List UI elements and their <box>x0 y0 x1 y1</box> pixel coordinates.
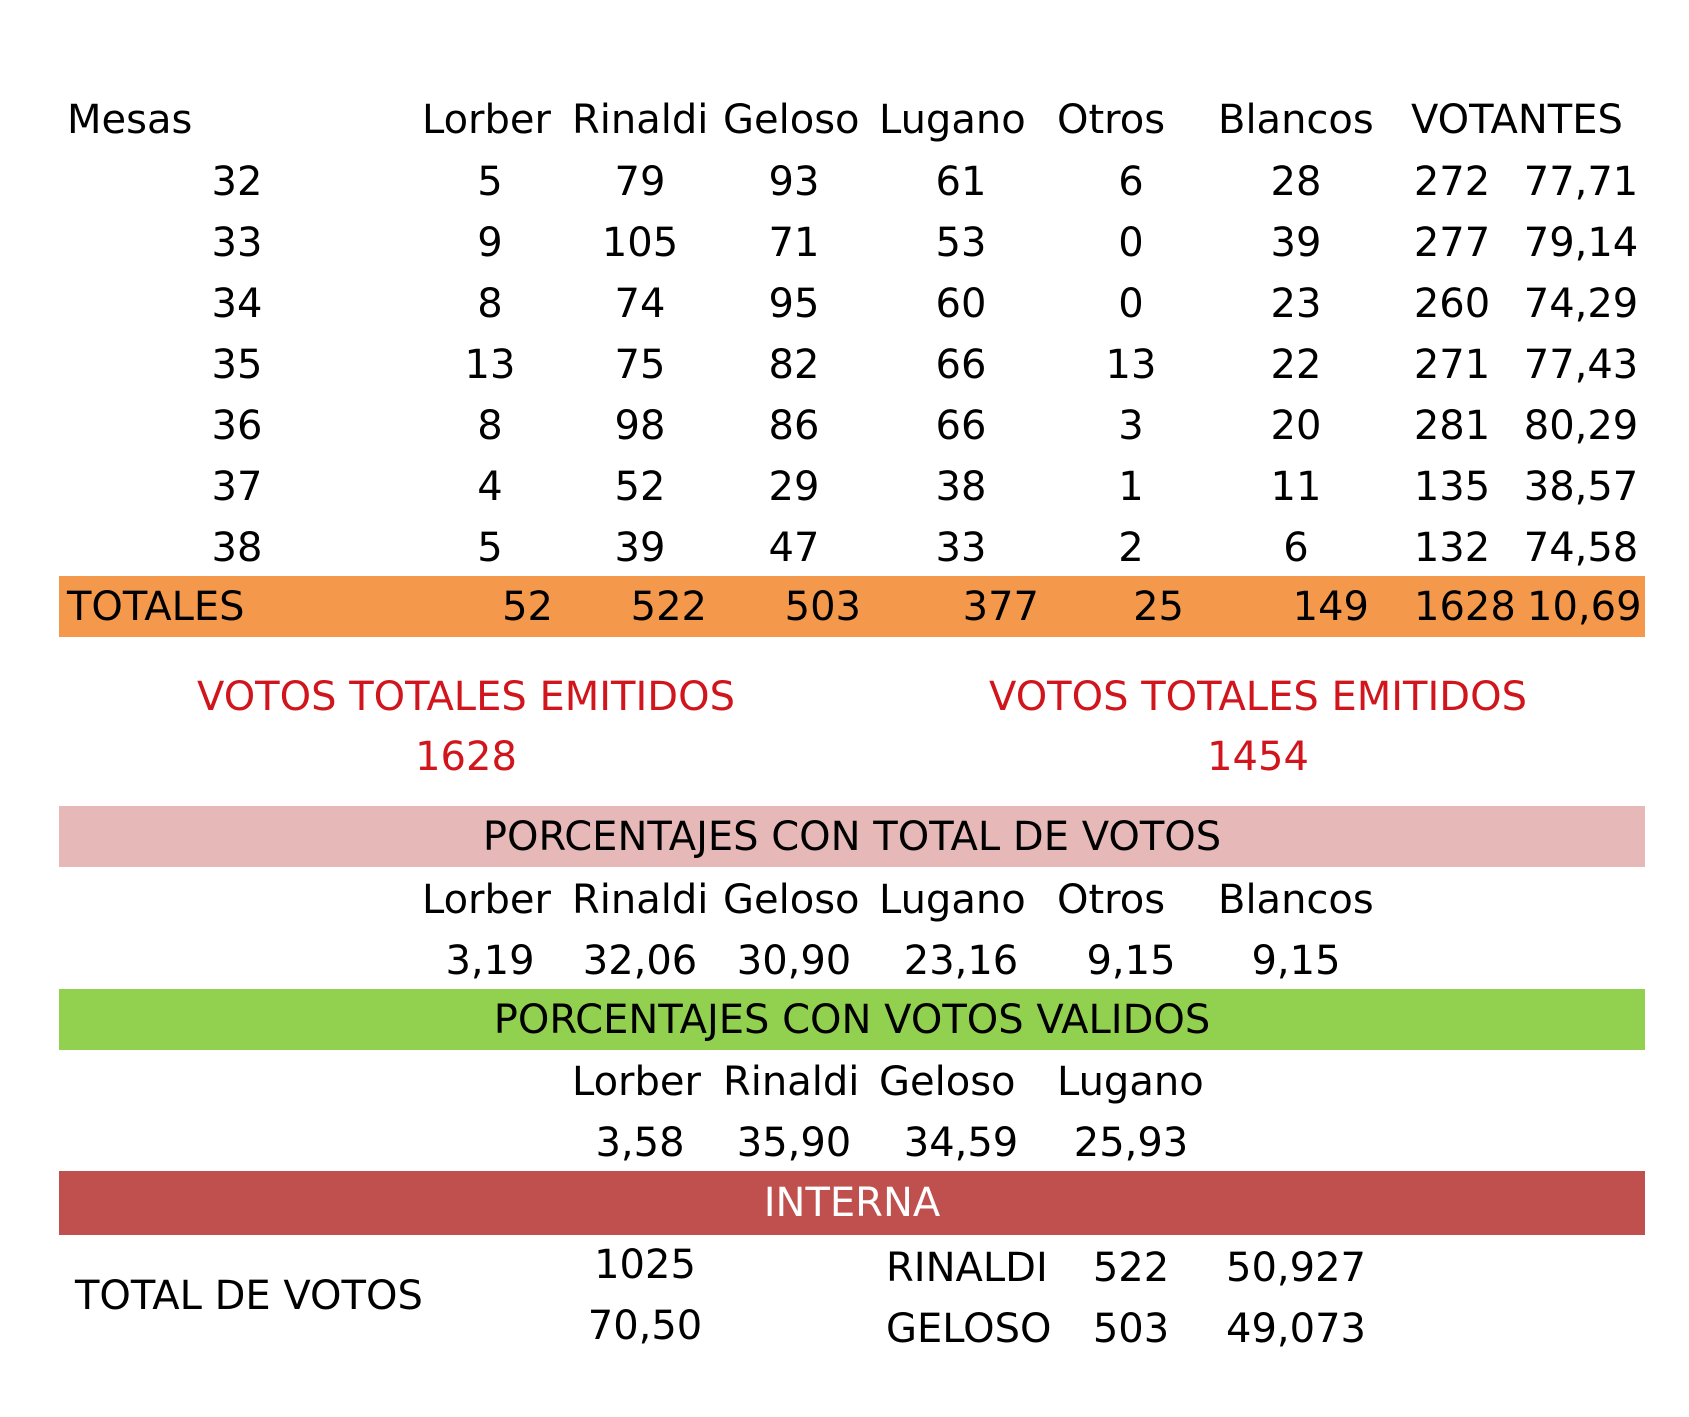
header-otros: Otros <box>1057 97 1166 143</box>
pct-total-title: PORCENTAJES CON TOTAL DE VOTOS <box>482 814 1222 860</box>
cell-geloso: 29 <box>768 464 820 510</box>
cell-lugano: 61 <box>935 159 987 205</box>
cell-lugano: 53 <box>935 220 987 266</box>
header-rinaldi: Rinaldi <box>572 97 709 143</box>
cell-blancos: 6 <box>1283 525 1309 571</box>
cell-rinaldi: 98 <box>614 403 666 449</box>
emitidos-label-1: VOTOS TOTALES EMITIDOS <box>197 674 735 720</box>
totales-lugano: 377 <box>962 584 1039 630</box>
cell-lorber: 13 <box>464 342 516 388</box>
cell-rinaldi: 79 <box>614 159 666 205</box>
mesa-number: 33 <box>211 220 263 266</box>
totales-geloso: 503 <box>784 584 861 630</box>
cell-blancos: 39 <box>1270 220 1322 266</box>
cell-otros: 3 <box>1118 403 1144 449</box>
cell-votantes: 132 <box>1413 525 1491 571</box>
cell-lugano: 38 <box>935 464 987 510</box>
cell-votantes-pct: 38,57 <box>1523 464 1639 510</box>
cell-lorber: 5 <box>477 525 503 571</box>
header-mesas: Mesas <box>67 97 193 143</box>
cell-otros: 1 <box>1118 464 1144 510</box>
cell-votantes: 135 <box>1413 464 1491 510</box>
pct-validos-value-geloso: 34,59 <box>903 1120 1019 1166</box>
pct-validos-value-lugano: 25,93 <box>1073 1120 1189 1166</box>
cell-votantes: 281 <box>1413 403 1491 449</box>
mesa-number: 36 <box>211 403 263 449</box>
cell-blancos: 28 <box>1270 159 1322 205</box>
interna-pct-rinaldi: 50,927 <box>1226 1245 1366 1291</box>
interna-name-rinaldi: RINALDI <box>886 1245 1048 1291</box>
cell-votantes: 260 <box>1413 281 1491 327</box>
cell-votantes-pct: 74,29 <box>1523 281 1639 327</box>
cell-lorber: 5 <box>477 159 503 205</box>
header-votantes: VOTANTES <box>1411 97 1623 143</box>
mesa-number: 34 <box>211 281 263 327</box>
pct-total-label-lugano: Lugano <box>879 877 1026 923</box>
cell-votantes-pct: 79,14 <box>1523 220 1639 266</box>
pct-total-label-rinaldi: Rinaldi <box>572 877 709 923</box>
pct-total-value-lorber: 3,19 <box>445 938 535 984</box>
cell-geloso: 93 <box>768 159 820 205</box>
cell-votantes-pct: 77,43 <box>1523 342 1639 388</box>
header-geloso: Geloso <box>723 97 860 143</box>
pct-total-label-otros: Otros <box>1057 877 1166 923</box>
cell-geloso: 95 <box>768 281 820 327</box>
cell-votantes-pct: 80,29 <box>1523 403 1639 449</box>
pct-total-label-blancos: Blancos <box>1218 877 1374 923</box>
cell-geloso: 82 <box>768 342 820 388</box>
pct-validos-value-lorber: 3,58 <box>595 1120 685 1166</box>
cell-lorber: 8 <box>477 281 503 327</box>
header-blancos: Blancos <box>1218 97 1374 143</box>
cell-lugano: 60 <box>935 281 987 327</box>
cell-blancos: 20 <box>1270 403 1322 449</box>
cell-rinaldi: 52 <box>614 464 666 510</box>
totales-votantes: 1628 <box>1414 584 1516 630</box>
cell-otros: 6 <box>1118 159 1144 205</box>
cell-lorber: 4 <box>477 464 503 510</box>
cell-votantes-pct: 77,71 <box>1523 159 1639 205</box>
mesa-number: 32 <box>211 159 263 205</box>
totales-rinaldi: 522 <box>630 584 707 630</box>
cell-otros: 0 <box>1118 281 1144 327</box>
totales-lorber: 52 <box>502 584 553 630</box>
pct-total-value-rinaldi: 32,06 <box>582 938 698 984</box>
pct-validos-label-lugano: Lugano <box>1057 1059 1204 1105</box>
pct-total-value-otros: 9,15 <box>1086 938 1176 984</box>
cell-lugano: 66 <box>935 403 987 449</box>
interna-name-geloso: GELOSO <box>886 1306 1052 1352</box>
cell-otros: 0 <box>1118 220 1144 266</box>
mesa-number: 37 <box>211 464 263 510</box>
total-votos-pct: 70,50 <box>587 1303 703 1349</box>
pct-validos-label-rinaldi: Rinaldi <box>723 1059 860 1105</box>
pct-validos-label-lorber: Lorber <box>572 1059 701 1105</box>
totales-otros: 25 <box>1133 584 1184 630</box>
totales-blancos: 149 <box>1292 584 1369 630</box>
totales-pct: 10,69 <box>1527 584 1642 630</box>
header-lorber: Lorber <box>422 97 551 143</box>
pct-validos-title: PORCENTAJES CON VOTOS VALIDOS <box>493 997 1211 1043</box>
total-votos-value: 1025 <box>594 1242 696 1288</box>
pct-validos-label-geloso: Geloso <box>879 1059 1016 1105</box>
cell-rinaldi: 39 <box>614 525 666 571</box>
cell-blancos: 11 <box>1270 464 1322 510</box>
cell-votantes: 272 <box>1413 159 1491 205</box>
cell-geloso: 47 <box>768 525 820 571</box>
interna-votes-geloso: 503 <box>1092 1306 1170 1352</box>
cell-rinaldi: 74 <box>614 281 666 327</box>
interna-votes-rinaldi: 522 <box>1092 1245 1170 1291</box>
total-votos-label: TOTAL DE VOTOS <box>75 1273 423 1319</box>
cell-rinaldi: 105 <box>601 220 679 266</box>
header-lugano: Lugano <box>879 97 1026 143</box>
pct-validos-value-rinaldi: 35,90 <box>736 1120 852 1166</box>
cell-votantes-pct: 74,58 <box>1523 525 1639 571</box>
cell-votantes: 271 <box>1413 342 1491 388</box>
cell-rinaldi: 75 <box>614 342 666 388</box>
cell-otros: 13 <box>1105 342 1157 388</box>
emitidos-value-1: 1628 <box>415 734 517 780</box>
cell-blancos: 23 <box>1270 281 1322 327</box>
mesa-number: 35 <box>211 342 263 388</box>
interna-pct-geloso: 49,073 <box>1226 1306 1366 1352</box>
cell-lorber: 8 <box>477 403 503 449</box>
cell-lorber: 9 <box>477 220 503 266</box>
emitidos-value-2: 1454 <box>1207 734 1309 780</box>
mesa-number: 38 <box>211 525 263 571</box>
pct-total-label-geloso: Geloso <box>723 877 860 923</box>
cell-geloso: 86 <box>768 403 820 449</box>
totales-label: TOTALES <box>67 584 245 630</box>
cell-geloso: 71 <box>768 220 820 266</box>
cell-otros: 2 <box>1118 525 1144 571</box>
pct-total-label-lorber: Lorber <box>422 877 551 923</box>
pct-total-value-blancos: 9,15 <box>1251 938 1341 984</box>
pct-total-value-geloso: 30,90 <box>736 938 852 984</box>
cell-blancos: 22 <box>1270 342 1322 388</box>
pct-total-value-lugano: 23,16 <box>903 938 1019 984</box>
cell-lugano: 33 <box>935 525 987 571</box>
cell-votantes: 277 <box>1413 220 1491 266</box>
emitidos-label-2: VOTOS TOTALES EMITIDOS <box>989 674 1527 720</box>
cell-lugano: 66 <box>935 342 987 388</box>
interna-title: INTERNA <box>763 1180 941 1226</box>
